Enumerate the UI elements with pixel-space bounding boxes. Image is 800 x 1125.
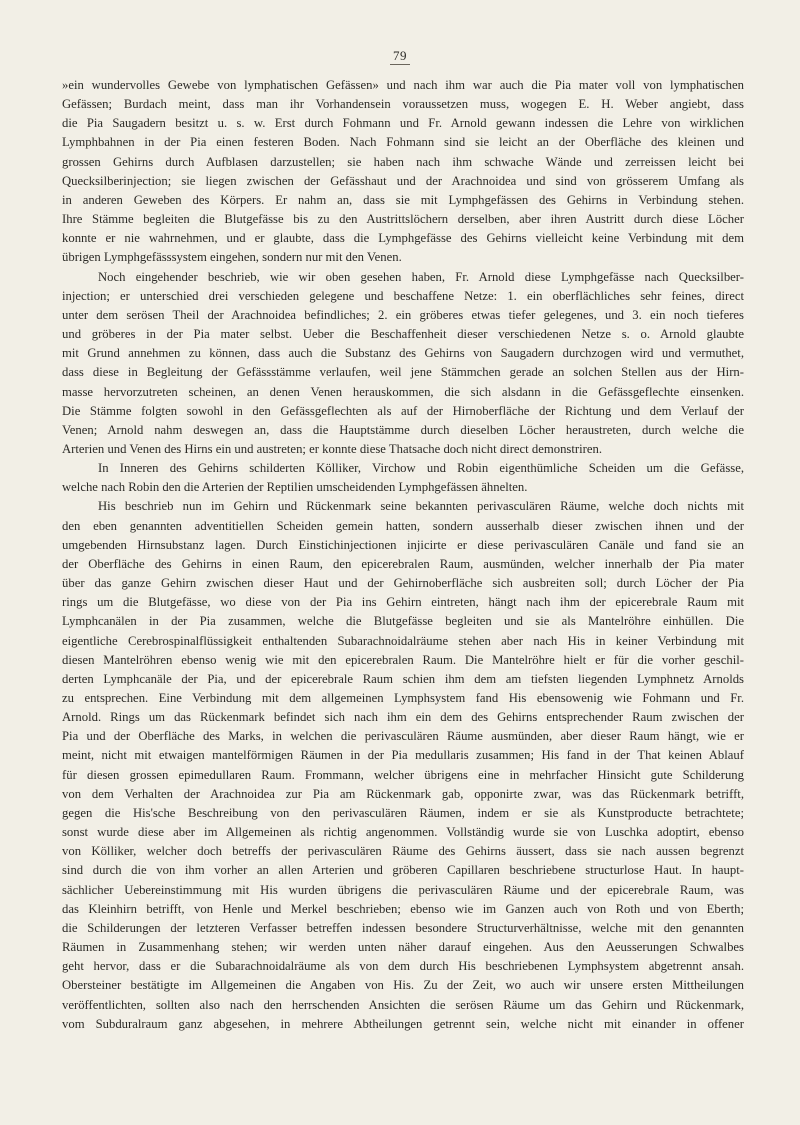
text-line: in anderen Geweben des Körpers. Er nahm an, dass sie mit Lymphgefässen des Gehirns in Verbindung stehen. xyxy=(62,192,744,207)
text-line: von Kölliker, welcher doch betreffs der perivasculären Räume des Gehirns äussert, dass sie nach aussen begrenzt xyxy=(62,844,744,859)
text-line: gegen die His'sche Beschreibung von den perivasculären Räumen, indem er sie als Kunstproducte betrachtete; xyxy=(62,805,744,820)
text-line: für diesen grossen epimedullaren Raum. Frommann, welcher übrigens eine in mehrfacher Hinsicht gute Schilderung xyxy=(62,767,744,782)
text-line: geht hervor, dass er die Subarachnoidalräume als von dem durch His beschriebenen Lymphsystem abgetrennt ansah. xyxy=(62,959,744,974)
text-line: Ihre Stämme begleiten die Blutgefässe bis zu den Austrittslöchern derselben, aber ihren Austritt durch diese Löcher xyxy=(62,212,744,227)
text-line: His beschrieb nun im Gehirn und Rückenmark seine bekannten perivasculären Räume, welche doch nichts mit xyxy=(98,499,744,514)
text-line: die Pia Saugadern besitzt u. s. w. Erst durch Fohmann und Fr. Arnold gewann indessen die Lehre von wirklichen xyxy=(62,116,744,131)
text-line: sind durch die von ihm vorher an allen Arterien und gröberen Capillaren beschriebene structurlose Haut. In haupt- xyxy=(62,863,744,878)
text-line: eigentliche Cerebrospinalflüssigkeit enthaltenden Subarachnoidalräume stehen aber nach His in keiner Verbindung mit xyxy=(62,633,744,648)
text-line: Pia und der Oberfläche des Marks, in welchen die perivasculären Räume ausmünden, aber dieser Raum hängt, wie er xyxy=(62,729,744,744)
text-line: grossen Gehirns durch Aufblasen darzustellen; sie haben nach ihm schwache Wände und zerreissen leicht bei xyxy=(62,154,744,169)
text-line: Lymphcanälen in der Pia zusammen, welche die Blutgefässe begleiten und sie als Mantelröhre einhüllen. Die xyxy=(62,614,744,629)
text-line: veröffentlichten, sollten also nach den herrschenden Ansichten die serösen Räume um das Gehirn und Rückenmark, xyxy=(62,997,744,1012)
text-line: konnte er nie wahrnehmen, und er glaubte, dass die Lymphgefässe des Gehirns vielleicht keine Verbindung mit dem xyxy=(62,231,744,246)
body-text xyxy=(62,76,744,1034)
text-line: rings um die Blutgefässe, wo diese von der Pia ins Gehirn eintreten, hängt nach ihm der epicerebrale Raum mit xyxy=(62,595,744,610)
text-line: Quecksilberinjection; sie liegen zwischen der Gefässhaut und der Arachnoidea und sind von grösserem Umfang als xyxy=(62,173,744,188)
text-line: Räumen in Zusammenhang stehen; wir werden unten näher darauf eingehen. Aus den Aeusserungen Schwalbes xyxy=(62,940,744,955)
text-line: unter dem serösen Theil der Arachnoidea befindliches; 2. ein gröberes etwas tiefer gelegenes, und 3. ein noch tieferes xyxy=(62,307,744,322)
text-line: übrigen Lymphgefässsystem eingehen, sondern nur mit den Venen. xyxy=(62,250,402,265)
page-number: 79 xyxy=(0,48,800,64)
text-line: sonst wurde diese aber im Allgemeinen als richtig angenommen. Vollständig wurde sie von Luschka adoptirt, ebenso xyxy=(62,825,744,840)
text-line: über das ganze Gehirn zwischen dieser Haut und der Gehirnoberfläche sich ausbreiten soll; durch Löcher der Pia xyxy=(62,576,744,591)
text-line: das Kleinhirn betrifft, von Henle und Merkel beschrieben; ebenso wie im Ganzen auch von Roth und von Eberth; xyxy=(62,901,744,916)
text-line: injection; er unterschied drei verschieden gelegene und beschaffene Netze: 1. ein oberflächliches sehr feines, direct xyxy=(62,288,744,303)
text-line: Obersteiner bestätigte im Allgemeinen die Angaben von His. Zu der Zeit, wo auch wir unsere ersten Mittheilungen xyxy=(62,978,744,993)
text-line: von dem Verhalten der Arachnoidea zur Pia am Rückenmark gab, opponirte zwar, was das Rückenmark betrifft, xyxy=(62,786,744,801)
text-line: umgebenden Hirnsubstanz lagen. Durch Einstichinjectionen injicirte er diese perivasculären Canäle und fand sie an xyxy=(62,537,744,552)
text-line: Gefässen; Burdach meint, dass man ihr Vorhandensein voraussetzen muss, wogegen E. H. Weber angiebt, dass xyxy=(62,97,744,112)
text-line: derten Lymphcanäle der Pia, und der epicerebrale Raum schien ihm dem am tiefsten liegenden Lymphnetz Arnolds xyxy=(62,671,744,686)
text-line: meint, nicht mit etwaigen mantelförmigen Räumen in der Pia medullaris zusammen; His fand in der That keinen Ablauf xyxy=(62,748,744,763)
text-line: Arterien und Venen des Hirns ein und austreten; er konnte diese Thatsache doch nicht direct demonstriren. xyxy=(62,441,602,456)
text-line: der Oberfläche des Gehirns in einen Raum, den epicerebralen Raum, ausmünden, welcher innerhalb der Pia mater xyxy=(62,556,744,571)
text-line: die Schilderungen der letzteren Verfasser betreffen indessen besondere Structurverhältnisse, welche mit den genannten xyxy=(62,920,744,935)
text-line: Die Stämme folgten sowohl in den Gefässgeflechten als auf der Hirnoberfläche der Richtung und dem Verlauf der xyxy=(62,403,744,418)
text-line: diesen Mantelröhren ebenso wenig wie mit den epicerebralen Raum. Die Mantelröhre hielt er für die vorher geschil- xyxy=(62,652,744,667)
text-line: und gröberes in der Pia mater selbst. Ueber die Beschaffenheit dieser verschiedenen Netze s. o. Arnold glaubte xyxy=(62,327,744,342)
text-line: Venen; Arnold nahm deswegen an, dass die Hauptstämme durch dieselben Löcher heraustreten, durch welche die xyxy=(62,422,744,437)
text-line: masse hervorzutreten scheinen, an denen Venen herauskommen, die sich alsdann in die Gefässgeflechte einsenken. xyxy=(62,384,744,399)
text-line: vom Subduralraum ganz abgesehen, in mehrere Abtheilungen getrennt sein, welche nicht mit einander in offener xyxy=(62,1016,744,1031)
text-line: Arnold. Rings um das Rückenmark befindet sich nach ihm ein dem des Gehirns entsprechender Raum zwischen der xyxy=(62,710,744,725)
text-line: In Inneren des Gehirns schilderten Kölliker, Virchow und Robin eigenthümliche Scheiden um die Gefässe, xyxy=(98,461,744,476)
text-line: Lymphbahnen in der Pia einen festeren Boden. Nach Fohmann sind sie leicht an der Oberfläche des kleinen und xyxy=(62,135,744,150)
text-line: zu entsprechen. Eine Verbindung mit dem allgemeinen Lymphsystem fand His ebensowenig wie Fohmann und Fr. xyxy=(62,691,744,705)
text-line: »ein wundervolles Gewebe von lymphatischen Gefässen» und nach ihm war auch die Pia mater voll von lymphatischen xyxy=(62,78,744,92)
text-line: sächlicher Uebereinstimmung mit His wurden übrigens die perivasculären Räume und der epicerebrale Raum, was xyxy=(62,882,744,897)
text-line: Noch eingehender beschrieb, wie wir oben gesehen haben, Fr. Arnold diese Lymphgefässe nach Quecksilber- xyxy=(98,269,744,284)
text-line: dass diese in Begleitung der Gefässstämme verlaufen, weil jene Stämmchen gerade an solchen Stellen aus der Hirn- xyxy=(62,365,744,380)
text-line: welche nach Robin den die Arterien der Reptilien umscheidenden Lymphgefässen ähnelten. xyxy=(62,480,528,495)
text-line: den eben genannten adventitiellen Scheiden gemein hatten, sondern ausserhalb dieser zwischen ihnen und der xyxy=(62,518,744,533)
text-line: mit Grund annehmen zu können, dass auch die Substanz des Gehirns von Saugadern durchzogen wird und vermuthet, xyxy=(62,346,744,361)
